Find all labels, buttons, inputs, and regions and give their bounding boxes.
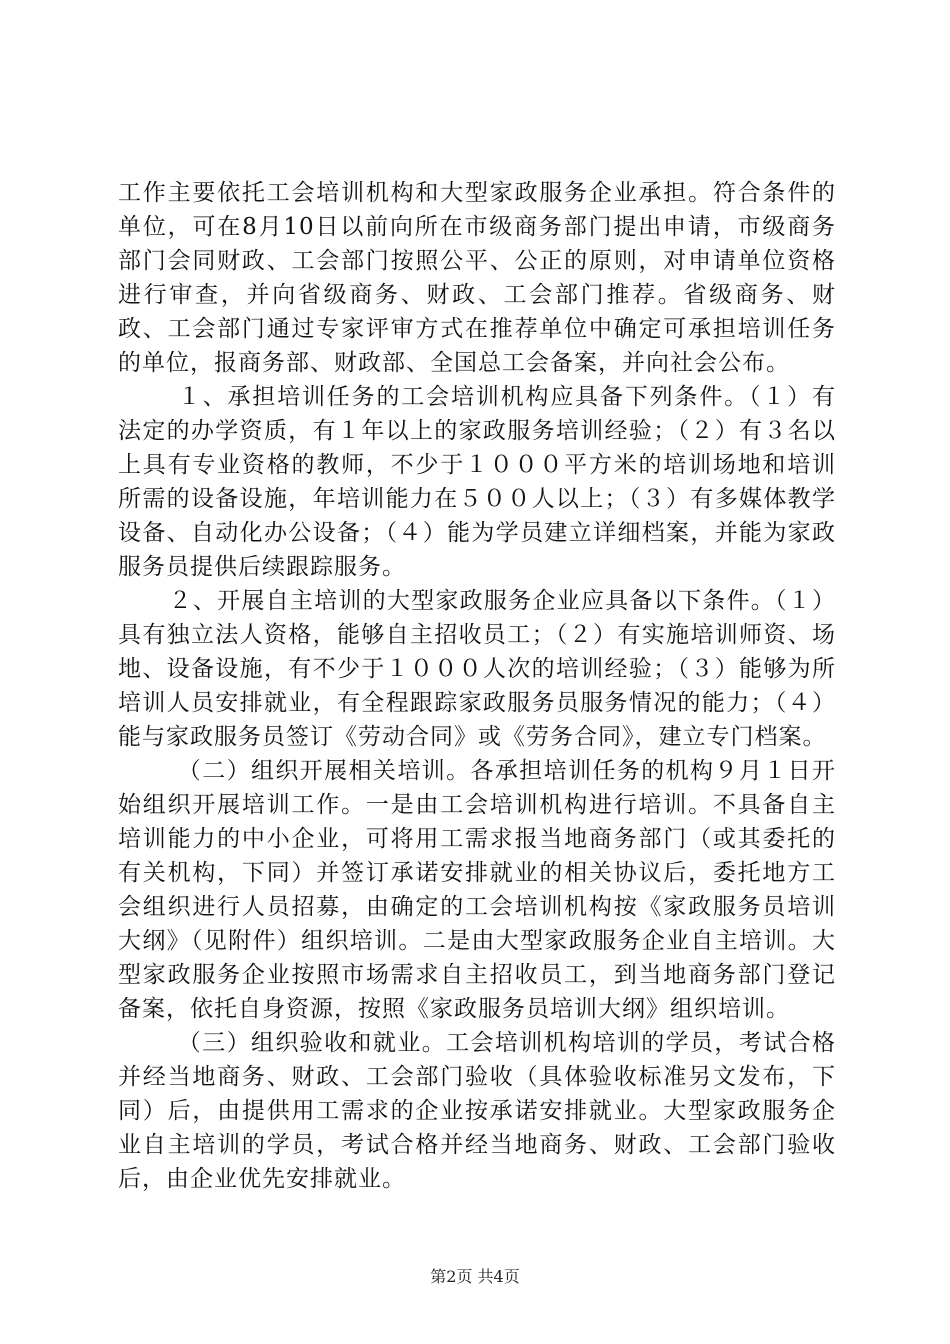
paragraph-acceptance-employment: （三）组织验收和就业。工会培训机构培训的学员，考试合格并经当地商务、财政、工会部门验收（具体验收标准另文发布，下同）后，由提供用工需求的企业按承诺安排就业。大型家政服务企业自主培训的学员，考试合格并经当地商务、财政、工会部门验收后，由企业优先安排就业。 xyxy=(118,1030,836,1192)
document-body xyxy=(118,176,836,1196)
paragraph-union-institution-conditions: １、承担培训任务的工会培训机构应具备下列条件。（１）有法定的办学资质，有１年以上的家政服务培训经验；（２）有３名以上具有专业资格的教师，不少于１０００平方米的培训场地和培训所需的设备设施，年培训能力在５００人以上；（３）有多媒体教学设备、自动化办公设备；（４）能为学员建立详细档案，并能为家政服务员提供后续跟踪服务。 xyxy=(118,384,836,580)
page-number-footer: 第2页 共4页 xyxy=(430,1267,520,1286)
paragraph-enterprise-conditions: ２、开展自主培训的大型家政服务企业应具备以下条件。（１）具有独立法人资格，能够自主招收员工；（２）有实施培训师资、场地、设备设施，有不少于１０００人次的培训经验；（３）能够为所培训人员安排就业，有全程跟踪家政服务员服务情况的能力；（４）能与家政服务员签订《劳动合同》或《劳务合同》，建立专门档案。 xyxy=(118,588,836,750)
paragraph-organize-training: （二）组织开展相关培训。各承担培训任务的机构９月１日开始组织开展培训工作。一是由工会培训机构进行培训。不具备自主培训能力的中小企业，可将用工需求报当地商务部门（或其委托的有关机构，下同）并签订承诺安排就业的相关协议后，委托地方工会组织进行人员招募，由确定的工会培训机构按《家政服务员培训大纲》（见附件）组织培训。二是由大型家政服务企业自主培训。大型家政服务企业按照市场需求自主招收员工，到当地商务部门登记备案，依托自身资源，按照《家政服务员培训大纲》组织培训。 xyxy=(118,758,836,1022)
paragraph-application-procedure: 工作主要依托工会培训机构和大型家政服务企业承担。符合条件的单位，可在8月10日以前向所在市级商务部门提出申请，市级商务部门会同财政、工会部门按照公平、公正的原则，对申请单位资格进行审查，并向省级商务、财政、工会部门推荐。省级商务、财政、工会部门通过专家评审方式在推荐单位中确定可承担培训任务的单位，报商务部、财政部、全国总工会备案，并向社会公布。 xyxy=(118,180,836,376)
